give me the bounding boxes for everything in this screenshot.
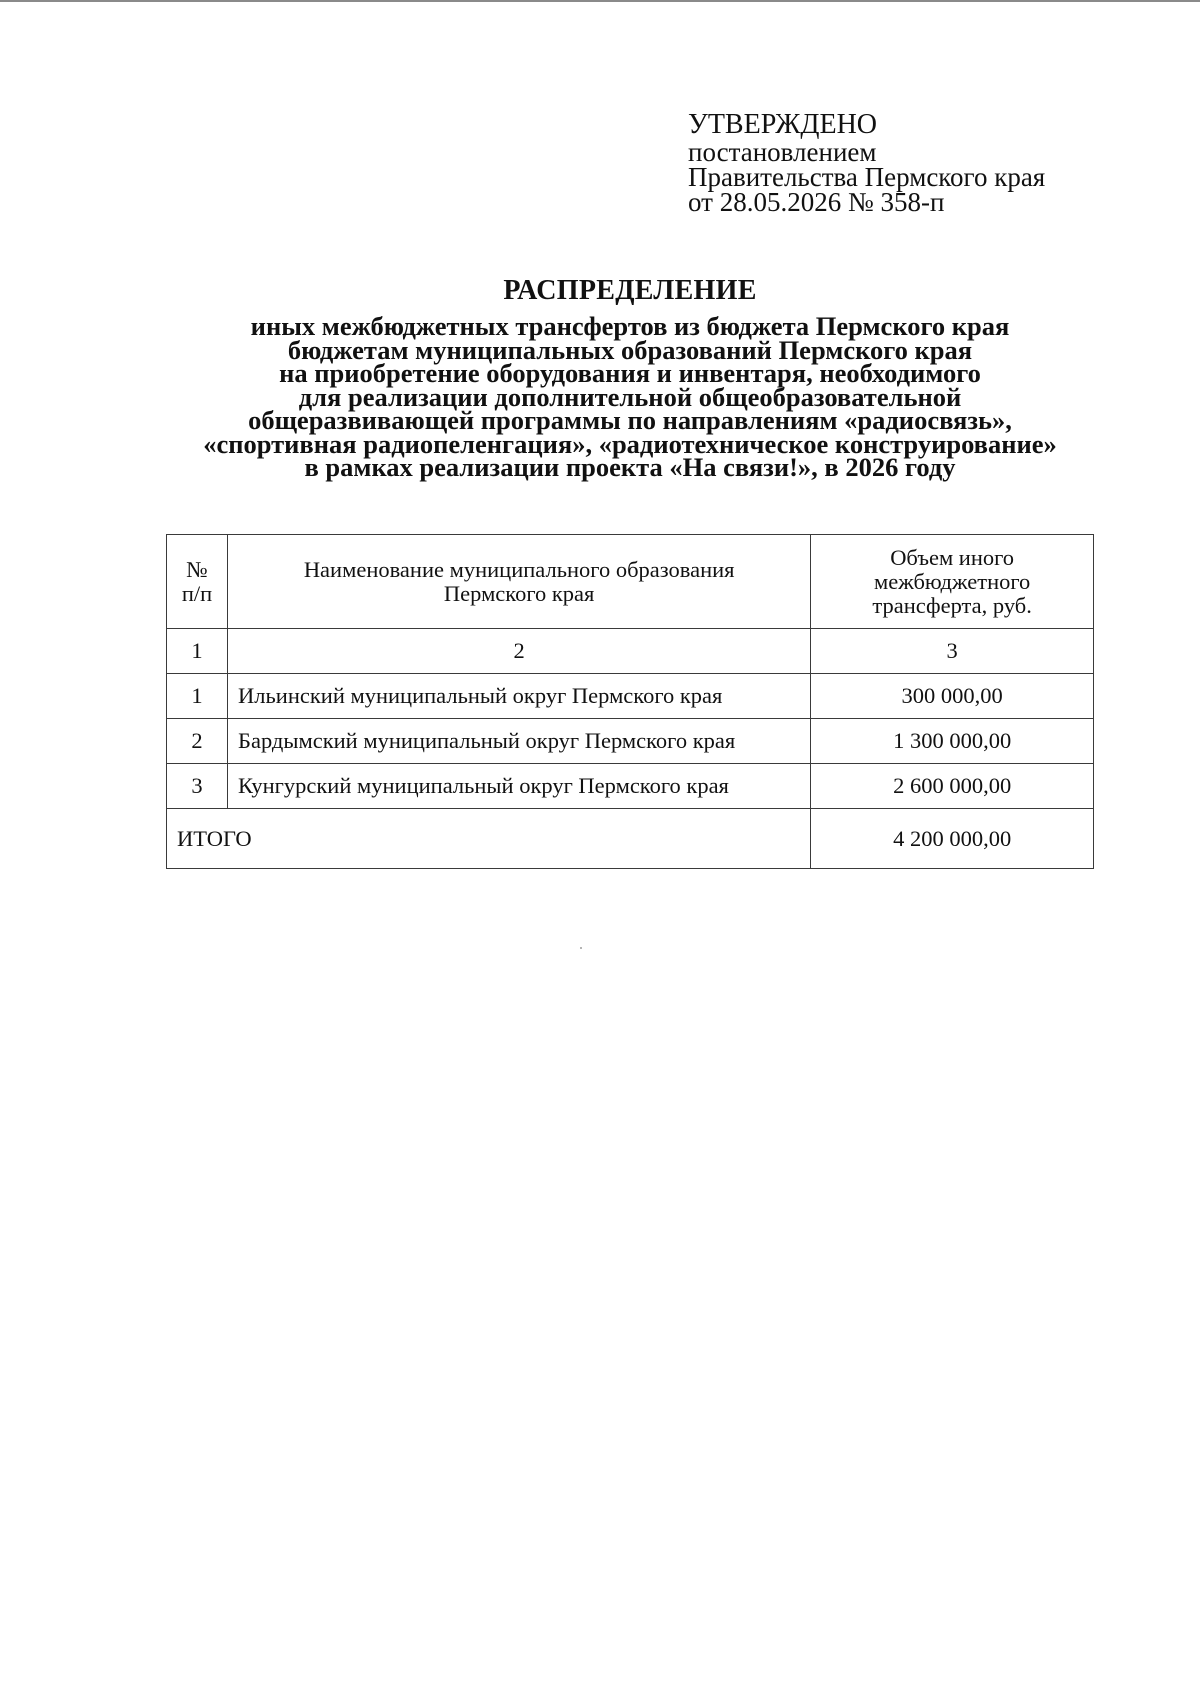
header-municipality-line: Наименование муниципального образования xyxy=(303,556,735,582)
header-amount-line: Объем иного xyxy=(890,544,1015,570)
subtitle-line: на приобретение оборудования и инвентаря, необходимого xyxy=(279,358,981,388)
row-municipality: Ильинский муниципальный округ Пермского края xyxy=(228,674,811,719)
scan-top-edge xyxy=(0,0,1200,2)
subtitle-line: иных межбюджетных трансфертов из бюджета Пермского края xyxy=(250,311,1010,341)
row-amount: 2 600 000,00 xyxy=(811,764,1094,809)
subtitle-line: общеразвивающей программы по направлениям «радиосвязь», xyxy=(248,405,1012,435)
row-number: 1 xyxy=(167,674,228,719)
approval-stamp: УТВЕРЖДЕНО xyxy=(688,109,878,140)
document-subtitle xyxy=(140,311,1120,482)
header-transfer-amount xyxy=(811,535,1094,629)
row-number: 3 xyxy=(167,764,228,809)
approval-block xyxy=(688,110,1168,215)
subtitle-line: бюджетам муниципальных образований Пермского края xyxy=(287,334,973,365)
header-municipality xyxy=(228,535,811,629)
header-number-line: № xyxy=(186,556,208,582)
table-row xyxy=(167,674,1094,719)
table-row xyxy=(167,719,1094,764)
column-index-2: 2 xyxy=(228,629,811,674)
table-header-row xyxy=(167,535,1094,629)
row-municipality: Кунгурский муниципальный округ Пермского края xyxy=(228,764,811,809)
total-row xyxy=(167,809,1094,869)
column-index-3: 3 xyxy=(811,629,1094,674)
document-title: РАСПРЕДЕЛЕНИЕ xyxy=(503,275,757,306)
header-amount-line: межбюджетного xyxy=(873,568,1031,594)
row-amount: 300 000,00 xyxy=(811,674,1094,719)
approval-line-decree: постановлением xyxy=(688,137,877,167)
scan-speck xyxy=(580,947,582,949)
column-index-1: 1 xyxy=(167,629,228,674)
row-amount: 1 300 000,00 xyxy=(811,719,1094,764)
header-amount-line: трансферта, руб. xyxy=(872,592,1032,618)
header-number-line: п/п xyxy=(181,580,213,606)
column-index-row xyxy=(167,629,1094,674)
total-amount: 4 200 000,00 xyxy=(811,809,1094,869)
total-label: ИТОГО xyxy=(167,809,811,869)
allocation-table xyxy=(166,534,1094,869)
approval-line-date-number: от 28.05.2026 № 358-п xyxy=(688,187,945,217)
row-number: 2 xyxy=(167,719,228,764)
header-number xyxy=(167,535,228,629)
header-municipality-line: Пермского края xyxy=(443,580,595,606)
subtitle-line: для реализации дополнительной общеобразовательной xyxy=(298,381,962,412)
row-municipality: Бардымский муниципальный округ Пермского края xyxy=(228,719,811,764)
subtitle-line: «спортивная радиопеленгация», «радиотехническое конструирование» xyxy=(203,428,1057,459)
approval-line-government: Правительства Пермского края xyxy=(688,162,1046,192)
table-row xyxy=(167,764,1094,809)
subtitle-line: в рамках реализации проекта «На связи!», в 2026 году xyxy=(304,452,956,482)
